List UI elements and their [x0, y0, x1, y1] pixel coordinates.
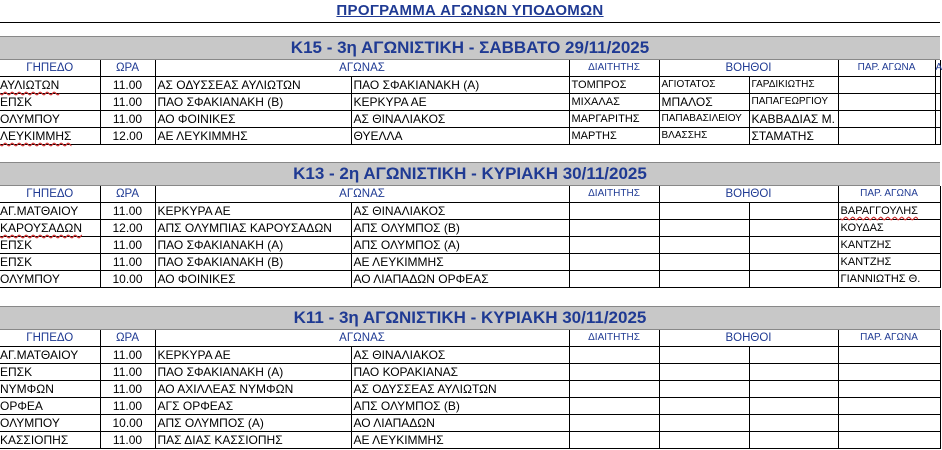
referee-cell — [569, 415, 659, 432]
schedule-table — [0, 330, 941, 449]
time-cell: 10.00 — [100, 415, 155, 432]
field-cell: ΑΓ.ΜΑΤΘΑΙΟΥ — [0, 203, 100, 220]
header-referee: ΔΙΑΙΤΗΤΗΣ — [569, 186, 659, 203]
home-team-cell: ΠΑΣ ΔΙΑΣ ΚΑΣΣΙΟΠΗΣ — [155, 432, 351, 449]
field-cell: ΚΑΣΣΙΟΠΗΣ — [0, 432, 100, 449]
time-cell: 11.00 — [100, 398, 155, 415]
assistant2-cell: ΓΑΡΔΙΚΙΩΤΗΣ — [749, 77, 838, 94]
away-team-cell: ΑΠΣ ΟΛΥΜΠΟΣ (Α) — [351, 237, 569, 254]
away-team-cell: ΑΟ ΛΙΑΠΑΔΩΝ ΟΡΦΕΑΣ — [351, 271, 569, 288]
assistant2-cell — [749, 415, 838, 432]
field-cell: ΚΑΡΟΥΣΑΔΩΝ — [0, 220, 100, 237]
document-title: ΠΡΟΓΡΑΜΜΑ ΑΓΩΝΩΝ ΥΠΟΔΟΜΩΝ — [336, 2, 604, 19]
home-team-cell: ΚΕΡΚΥΡΑ ΑΕ — [155, 347, 351, 364]
header-match: ΑΓΩΝΑΣ — [155, 186, 569, 203]
assistant1-cell — [659, 237, 749, 254]
away-team-cell: ΑΣ ΟΔΥΣΣΕΑΣ ΑΥΛΙΩΤΩΝ — [351, 381, 569, 398]
home-team-cell: ΑΠΣ ΟΛΥΜΠΙΑΣ ΚΑΡΟΥΣΑΔΩΝ — [155, 220, 351, 237]
assistant2-cell: ΣΤΑΜΑΤΗΣ — [749, 128, 838, 145]
home-team-cell: ΠΑΟ ΣΦΑΚΙΑΝΑΚΗ (Β) — [155, 94, 351, 111]
referee-cell — [569, 432, 659, 449]
header-assistants: ΒΟΗΘΟΙ — [659, 60, 838, 77]
table-header-row — [0, 186, 940, 203]
time-cell: 11.00 — [100, 77, 155, 94]
header-referee: ΔΙΑΙΤΗΤΗΣ — [569, 330, 659, 347]
referee-cell — [569, 381, 659, 398]
field-cell: ΕΠΣΚ — [0, 94, 100, 111]
header-field: ΓΗΠΕΔΟ — [0, 60, 100, 77]
assistant1-cell — [659, 364, 749, 381]
table-row — [0, 237, 940, 254]
referee-cell: ΜΙΧΑΛΑΣ — [569, 94, 659, 111]
field-cell: ΕΠΣΚ — [0, 254, 100, 271]
table-row — [0, 364, 940, 381]
assistant2-cell — [749, 237, 838, 254]
table-row — [0, 398, 940, 415]
assistant2-cell: ΚΑΒΒΑΔΙΑΣ Μ. — [749, 111, 838, 128]
assistant1-cell — [659, 347, 749, 364]
time-cell: 11.00 — [100, 432, 155, 449]
time-cell: 11.00 — [100, 94, 155, 111]
observer-cell: ΓΙΑΝΝΙΩΤΗΣ Θ. — [838, 271, 940, 288]
assistant2-cell — [749, 254, 838, 271]
section-k15 — [0, 36, 940, 145]
referee-cell: ΜΑΡΤΗΣ — [569, 128, 659, 145]
table-row — [0, 254, 940, 271]
home-team-cell: ΑΟ ΦΟΙΝΙΚΕΣ — [155, 111, 351, 128]
table-row — [0, 415, 940, 432]
referee-cell — [569, 364, 659, 381]
header-assistants: ΒΟΗΘΟΙ — [659, 186, 838, 203]
table-row — [0, 432, 940, 449]
time-cell: 11.00 — [100, 347, 155, 364]
observer-cell — [838, 94, 935, 111]
referee-cell — [569, 220, 659, 237]
away-team-cell: ΠΑΟ ΚΟΡΑΚΙΑΝΑΣ — [351, 364, 569, 381]
assistant2-cell — [749, 347, 838, 364]
table-row — [0, 111, 940, 128]
time-cell: 11.00 — [100, 381, 155, 398]
table-row — [0, 271, 940, 288]
table-row — [0, 381, 940, 398]
header-time: ΩΡΑ — [100, 330, 155, 347]
referee-cell: ΜΑΡΓΑΡΙΤΗΣ — [569, 111, 659, 128]
field-cell: ΕΠΣΚ — [0, 364, 100, 381]
assistant1-cell — [659, 432, 749, 449]
observer-cell — [838, 398, 940, 415]
observer-cell: ΒΑΡΑΓΓΟΥΛΗΣ — [838, 203, 940, 220]
field-cell: ΑΓ.ΜΑΤΘΑΙΟΥ — [0, 347, 100, 364]
field-cell: ΕΠΣΚ — [0, 237, 100, 254]
table-row — [0, 128, 940, 145]
away-team-cell: ΑΣ ΘΙΝΑΛΙΑΚΟΣ — [351, 111, 569, 128]
home-team-cell: ΑΓΣ ΟΡΦΕΑΣ — [155, 398, 351, 415]
home-team-cell: ΚΕΡΚΥΡΑ ΑΕ — [155, 203, 351, 220]
referee-cell: ΤΟΜΠΡΟΣ — [569, 77, 659, 94]
observer-cell — [838, 432, 940, 449]
observer-cell: ΚΟΥΔΑΣ — [838, 220, 940, 237]
section-heading: Κ11 - 3η ΑΓΩΝΙΣΤΙΚΗ - ΚΥΡΙΑΚΗ 30/11/2025 — [0, 306, 940, 330]
header-assistants: ΒΟΗΘΟΙ — [659, 330, 838, 347]
away-team-cell: ΚΕΡΚΥΡΑ ΑΕ — [351, 94, 569, 111]
assistant2-cell — [749, 364, 838, 381]
header-observer: ΠΑΡ. ΑΓΩΝΑ — [838, 330, 940, 347]
extra-cell — [935, 128, 940, 145]
assistant1-cell — [659, 415, 749, 432]
referee-cell — [569, 254, 659, 271]
assistant1-cell — [659, 203, 749, 220]
home-team-cell: ΑΟ ΑΧΙΛΛΕΑΣ ΝΥΜΦΩΝ — [155, 381, 351, 398]
header-time: ΩΡΑ — [100, 60, 155, 77]
referee-cell — [569, 203, 659, 220]
section-k11 — [0, 306, 940, 449]
table-row — [0, 203, 940, 220]
assistant1-cell: ΑΓΙΟΤΑΤΟΣ — [659, 77, 749, 94]
header-extra: Α — [935, 60, 940, 77]
observer-cell — [838, 364, 940, 381]
time-cell: 11.00 — [100, 254, 155, 271]
away-team-cell: ΑΠΣ ΟΛΥΜΠΟΣ (Β) — [351, 398, 569, 415]
home-team-cell: ΑΕ ΛΕΥΚΙΜΜΗΣ — [155, 128, 351, 145]
assistant2-cell: ΠΑΠΑΓΕΩΡΓΙΟΥ — [749, 94, 838, 111]
observer-cell: ΚΑΝΤΖΗΣ — [838, 237, 940, 254]
observer-cell — [838, 77, 935, 94]
table-row — [0, 347, 940, 364]
home-team-cell: ΑΣ ΟΔΥΣΣΕΑΣ ΑΥΛΙΩΤΩΝ — [155, 77, 351, 94]
time-cell: 11.00 — [100, 237, 155, 254]
home-team-cell: ΠΑΟ ΣΦΑΚΙΑΝΑΚΗ (Α) — [155, 237, 351, 254]
assistant1-cell: ΒΛΑΣΣΗΣ — [659, 128, 749, 145]
home-team-cell: ΑΟ ΦΟΙΝΙΚΕΣ — [155, 271, 351, 288]
away-team-cell: ΑΣ ΘΙΝΑΛΙΑΚΟΣ — [351, 347, 569, 364]
table-header-row — [0, 330, 940, 347]
table-header-row — [0, 60, 940, 77]
header-observer: ΠΑΡ. ΑΓΩΝΑ — [838, 186, 940, 203]
header-time: ΩΡΑ — [100, 186, 155, 203]
away-team-cell: ΘΥΕΛΛΑ — [351, 128, 569, 145]
assistant1-cell: ΠΑΠΑΒΑΣΙΛΕΙΟΥ — [659, 111, 749, 128]
home-team-cell: ΠΑΟ ΣΦΑΚΙΑΝΑΚΗ (Α) — [155, 364, 351, 381]
time-cell: 12.00 — [100, 128, 155, 145]
header-field: ΓΗΠΕΔΟ — [0, 330, 100, 347]
section-heading: Κ13 - 2η ΑΓΩΝΙΣΤΙΚΗ - ΚΥΡΙΑΚΗ 30/11/2025 — [0, 162, 940, 186]
away-team-cell: ΑΕ ΛΕΥΚΙΜΜΗΣ — [351, 432, 569, 449]
table-row — [0, 77, 940, 94]
assistant2-cell — [749, 398, 838, 415]
assistant1-cell: ΜΠΑΛΟΣ — [659, 94, 749, 111]
away-team-cell: ΑΕ ΛΕΥΚΙΜΜΗΣ — [351, 254, 569, 271]
observer-cell — [838, 347, 940, 364]
assistant1-cell — [659, 254, 749, 271]
assistant2-cell — [749, 220, 838, 237]
time-cell: 12.00 — [100, 220, 155, 237]
header-match: ΑΓΩΝΑΣ — [155, 330, 569, 347]
extra-cell — [935, 111, 940, 128]
away-team-cell: ΠΑΟ ΣΦΑΚΙΑΝΑΚΗ (Α) — [351, 77, 569, 94]
away-team-cell: ΑΠΣ ΟΛΥΜΠΟΣ (Β) — [351, 220, 569, 237]
field-cell: ΑΥΛΙΩΤΩΝ — [0, 77, 100, 94]
time-cell: 11.00 — [100, 364, 155, 381]
header-observer: ΠΑΡ. ΑΓΩΝΑ — [838, 60, 935, 77]
home-team-cell: ΠΑΟ ΣΦΑΚΙΑΝΑΚΗ (Β) — [155, 254, 351, 271]
home-team-cell: ΑΠΣ ΟΛΥΜΠΟΣ (Α) — [155, 415, 351, 432]
header-match: ΑΓΩΝΑΣ — [155, 60, 569, 77]
field-cell: ΟΡΦΕΑ — [0, 398, 100, 415]
assistant2-cell — [749, 271, 838, 288]
field-cell: ΟΛΥΜΠΟΥ — [0, 271, 100, 288]
assistant1-cell — [659, 381, 749, 398]
schedule-table — [0, 186, 941, 288]
table-row — [0, 220, 940, 237]
extra-cell — [935, 77, 940, 94]
away-team-cell: ΑΟ ΛΙΑΠΑΔΩΝ — [351, 415, 569, 432]
section-heading: Κ15 - 3η ΑΓΩΝΙΣΤΙΚΗ - ΣΑΒΒΑΤΟ 29/11/2025 — [0, 36, 940, 60]
referee-cell — [569, 398, 659, 415]
time-cell: 11.00 — [100, 203, 155, 220]
observer-cell — [838, 111, 935, 128]
away-team-cell: ΑΣ ΘΙΝΑΛΙΑΚΟΣ — [351, 203, 569, 220]
observer-cell: ΚΑΝΤΖΗΣ — [838, 254, 940, 271]
observer-cell — [838, 415, 940, 432]
referee-cell — [569, 347, 659, 364]
section-k13 — [0, 162, 940, 288]
field-cell: ΟΛΥΜΠΟΥ — [0, 111, 100, 128]
assistant2-cell — [749, 432, 838, 449]
field-cell: ΟΛΥΜΠΟΥ — [0, 415, 100, 432]
time-cell: 10.00 — [100, 271, 155, 288]
time-cell: 11.00 — [100, 111, 155, 128]
field-cell: ΝΥΜΦΩΝ — [0, 381, 100, 398]
field-cell: ΛΕΥΚΙΜΜΗΣ — [0, 128, 100, 145]
assistant1-cell — [659, 398, 749, 415]
table-row — [0, 94, 940, 111]
assistant2-cell — [749, 381, 838, 398]
observer-cell — [838, 128, 935, 145]
referee-cell — [569, 237, 659, 254]
assistant1-cell — [659, 271, 749, 288]
observer-cell — [838, 381, 940, 398]
extra-cell — [935, 94, 940, 111]
header-referee: ΔΙΑΙΤΗΤΗΣ — [569, 60, 659, 77]
schedule-table — [0, 60, 941, 145]
assistant1-cell — [659, 220, 749, 237]
referee-cell — [569, 271, 659, 288]
assistant2-cell — [749, 203, 838, 220]
title-divider — [0, 22, 940, 23]
header-field: ΓΗΠΕΔΟ — [0, 186, 100, 203]
